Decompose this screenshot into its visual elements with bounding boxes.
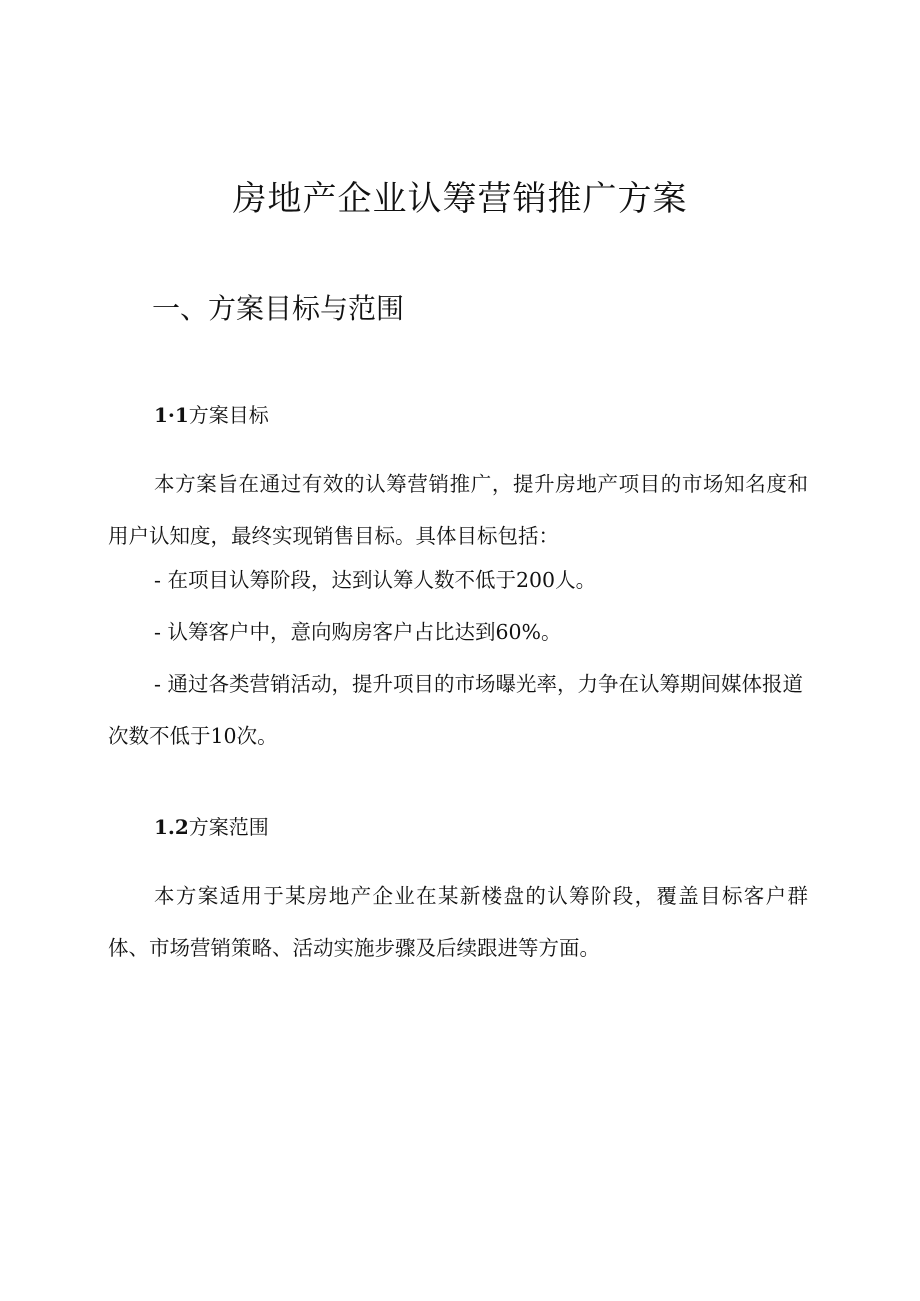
goal-bullet-item: - 认筹客户中，意向购房客户占比达到60%。	[154, 620, 562, 644]
goals-intro-paragraph: 本方案旨在通过有效的认筹营销推广，提升房地产项目的市场知名度和用户认知度，最终实现销售目标。具体目标包括：	[108, 472, 808, 548]
goal-bullet-item: - 通过各类营销活动，提升项目的市场曝光率，力争在认筹期间媒体报道次数不低于10次。	[108, 672, 803, 748]
subsection-number: 1.2	[154, 815, 189, 839]
subsection-number: 1·1	[154, 403, 189, 427]
subsection-label: 方案目标	[188, 403, 269, 427]
section-heading: 一、方案目标与范围	[152, 292, 405, 325]
subsection-heading-scope	[154, 812, 269, 842]
scope-paragraph: 本方案适用于某房地产企业在某新楼盘的认筹阶段，覆盖目标客户群体、市场营销策略、活动实施步骤及后续跟进等方面。	[108, 884, 808, 960]
document-title: 房地产企业认筹营销推广方案	[232, 179, 688, 219]
goal-bullet-item: - 在项目认筹阶段，达到认筹人数不低于200人。	[154, 568, 597, 592]
subsection-heading-goals	[154, 400, 269, 430]
subsection-label: 方案范围	[188, 815, 269, 839]
